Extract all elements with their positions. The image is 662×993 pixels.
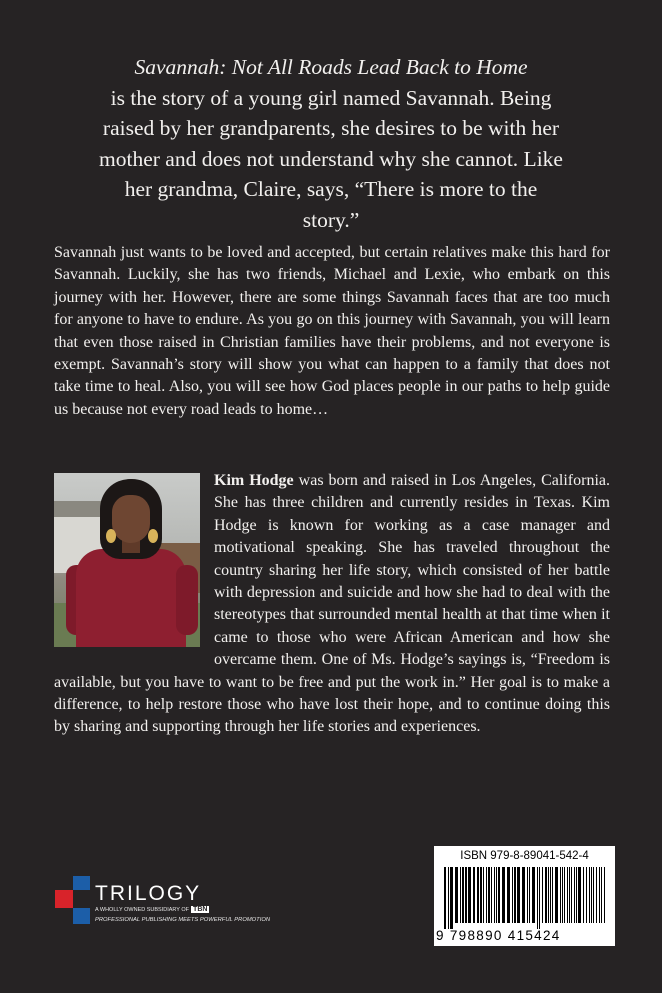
synopsis-paragraph: Savannah just wants to be loved and accepted, but certain relatives make this hard for Savannah. Luckily, she has two friends, Michael and Lexie, who embark on this journey with her. However, there are some things Savannah faces that are too much for anyone to have to endure. As you go on this journey with Savannah, you will learn that even those raised in Christian families have their problems, and not everyone is exempt. Savannah’s story will show you what can happen to a family that does not take time to heal. Also, you will see how God places people in our paths to help guide us because not every road leads to home…	[54, 244, 610, 418]
subsidiary-text: A WHOLLY OWNED SUBSIDIARY OF	[95, 906, 190, 913]
barcode-bar	[532, 867, 535, 923]
barcode-bar	[527, 867, 528, 923]
barcode-bar	[529, 867, 530, 923]
barcode-bar	[448, 867, 449, 929]
barcode-bar	[512, 867, 513, 923]
barcode-bar	[496, 867, 497, 923]
barcode-bar	[583, 867, 584, 923]
barcode-bar	[576, 867, 577, 923]
barcode-bar	[552, 867, 553, 923]
barcode-bar	[567, 867, 568, 923]
book-title: Savannah: Not All Roads Lead Back to Home	[134, 55, 528, 79]
barcode-bar	[507, 867, 510, 923]
publisher-name: TRILOGY	[95, 882, 202, 905]
barcode-bar	[589, 867, 590, 923]
barcode-bar	[444, 867, 446, 929]
barcode-bar	[586, 867, 587, 923]
publisher-tagline: PROFESSIONAL PUBLISHING MEETS POWERFUL PROMOTION	[95, 917, 271, 923]
barcode-bar	[548, 867, 549, 923]
barcode-bar	[550, 867, 551, 923]
barcode-bar	[562, 867, 563, 923]
isbn-barcode	[434, 846, 615, 946]
barcode-digits: 9 798890 415424	[436, 928, 561, 943]
author-name: Kim Hodge	[214, 472, 294, 489]
author-photo	[54, 473, 200, 647]
barcode-bar	[465, 867, 467, 923]
barcode-bar	[486, 867, 487, 923]
barcode-bar	[498, 867, 500, 923]
intro-blurb	[96, 52, 566, 235]
barcode-bar	[537, 867, 538, 929]
barcode-bar	[473, 867, 475, 923]
barcode-bar	[604, 867, 605, 923]
barcode-bar	[494, 867, 495, 923]
barcode-bar	[569, 867, 570, 923]
barcode-bar	[564, 867, 565, 923]
barcode-bar	[560, 867, 561, 923]
barcode-bar	[593, 867, 594, 923]
barcode-bar	[450, 867, 453, 929]
barcode-bar	[502, 867, 505, 923]
author-bio	[54, 470, 610, 739]
barcode-bar	[491, 867, 492, 923]
barcode-bar	[539, 867, 540, 929]
intro-text: is the story of a young girl named Savannah. Being raised by her grandparents, she desires to be with her mother and does not understand why she cannot. Like her grandma, Claire, says, “There is more to the story.”	[99, 85, 563, 232]
barcode-bar	[514, 867, 516, 923]
barcode-bar	[601, 867, 602, 923]
barcode-bar	[455, 867, 458, 923]
barcode-bar	[596, 867, 597, 923]
barcode-bar	[574, 867, 575, 923]
trilogy-mark-icon	[55, 876, 91, 926]
barcode-bar	[542, 867, 543, 923]
barcode-bars	[444, 867, 608, 929]
barcode-bar	[591, 867, 592, 923]
barcode-bar	[578, 867, 581, 923]
barcode-bar	[517, 867, 520, 923]
barcode-bar	[477, 867, 479, 923]
publisher-logo	[55, 876, 285, 928]
barcode-bar	[599, 867, 600, 923]
author-bio-text: was born and raised in Los Angeles, California. She has three children and currently resides in Texas. Kim Hodge is known for working as a case manager and motivational speaking. She has traveled throughout the country sharing her life story, which consisted of her battle with depression and suicide and how she had to deal with the stereotypes that surrounded mental health at that time when it came to those who were African American and how she overcame them. One of Ms. Hodge’s sayings is, “Freedom is available, but you have to want to be free and put the work in.” Her goal is to make a difference, to help restore those who have lost their hope, and to continue doing this by sharing and supporting through her life stories and experiences.	[54, 472, 611, 736]
barcode-bar	[460, 867, 461, 923]
barcode-bar	[480, 867, 482, 923]
tbn-logo: TBN	[193, 906, 208, 913]
barcode-bar	[545, 867, 547, 923]
barcode-bar	[522, 867, 525, 923]
barcode-bar	[488, 867, 490, 923]
barcode-bar	[483, 867, 484, 923]
isbn-label: ISBN 979-8-89041-542-4	[460, 850, 589, 862]
barcode-bar	[555, 867, 558, 923]
barcode-bar	[571, 867, 572, 923]
barcode-bar	[468, 867, 471, 923]
publisher-subsidiary	[95, 906, 209, 913]
barcode-bar	[462, 867, 464, 923]
